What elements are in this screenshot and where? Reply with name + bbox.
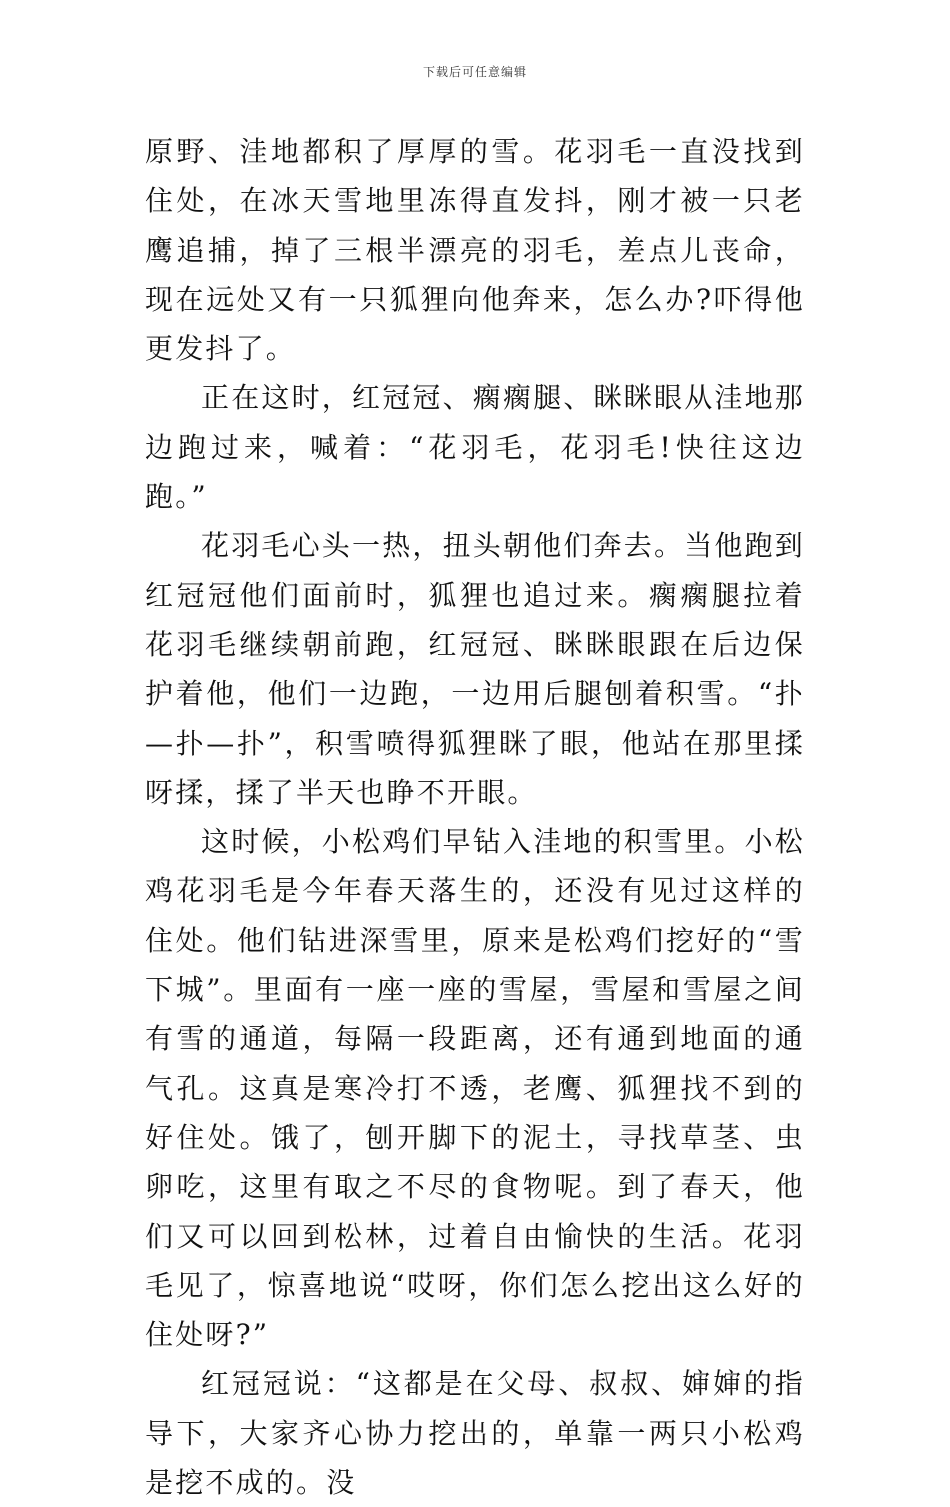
paragraph-2: 正在这时，红冠冠、瘸瘸腿、眯眯眼从洼地那边跑过来，喊着：“花羽毛，花羽毛!快往这边跑。” xyxy=(145,381,806,514)
paragraph-4: 这时候，小松鸡们早钻入洼地的积雪里。小松鸡花羽毛是今年春天落生的，还没有见过这样的住处。他们钻进深雪里，原来是松鸡们挖好的“雪下城”。里面有一座一座的雪屋，雪屋和雪屋之间有雪的通道，每隔一段距离，还有通到地面的通气孔。这真是寒冷打不透，老鹰、狐狸找不到的好住处。饿了，刨开脚下的泥土，寻找草茎、虫卵吃，这里有取之不尽的食物呢。到了春天，他们又可以回到松林，过着自由愉快的生活。花羽毛见了，惊喜地说“哎呀，你们怎么挖出这么好的住处呀?” xyxy=(145,825,806,1352)
paragraph-1: 原野、洼地都积了厚厚的雪。花羽毛一直没找到住处，在冰天雪地里冻得直发抖，刚才被一只老鹰追捕，掉了三根半漂亮的羽毛，差点儿丧命，现在远处又有一只狐狸向他奔来，怎么办?吓得他更发抖了。 xyxy=(145,135,805,366)
body-text xyxy=(145,127,805,1507)
header-note: 下载后可任意编辑 xyxy=(422,65,527,79)
paragraph-3: 花羽毛心头一热，扭头朝他们奔去。当他跑到红冠冠他们面前时，狐狸也追过来。瘸瘸腿拉着花羽毛继续朝前跑，红冠冠、眯眯眼跟在后边保护着他，他们一边跑，一边用后腿刨着积雪。“扑—扑—扑”，积雪喷得狐狸眯了眼，他站在那里揉呀揉，揉了半天也睁不开眼。 xyxy=(145,529,806,809)
paragraph-5: 红冠冠说：“这都是在父母、叔叔、婶婶的指导下，大家齐心协力挖出的，单靠一两只小松鸡是挖不成的。没 xyxy=(145,1367,805,1500)
